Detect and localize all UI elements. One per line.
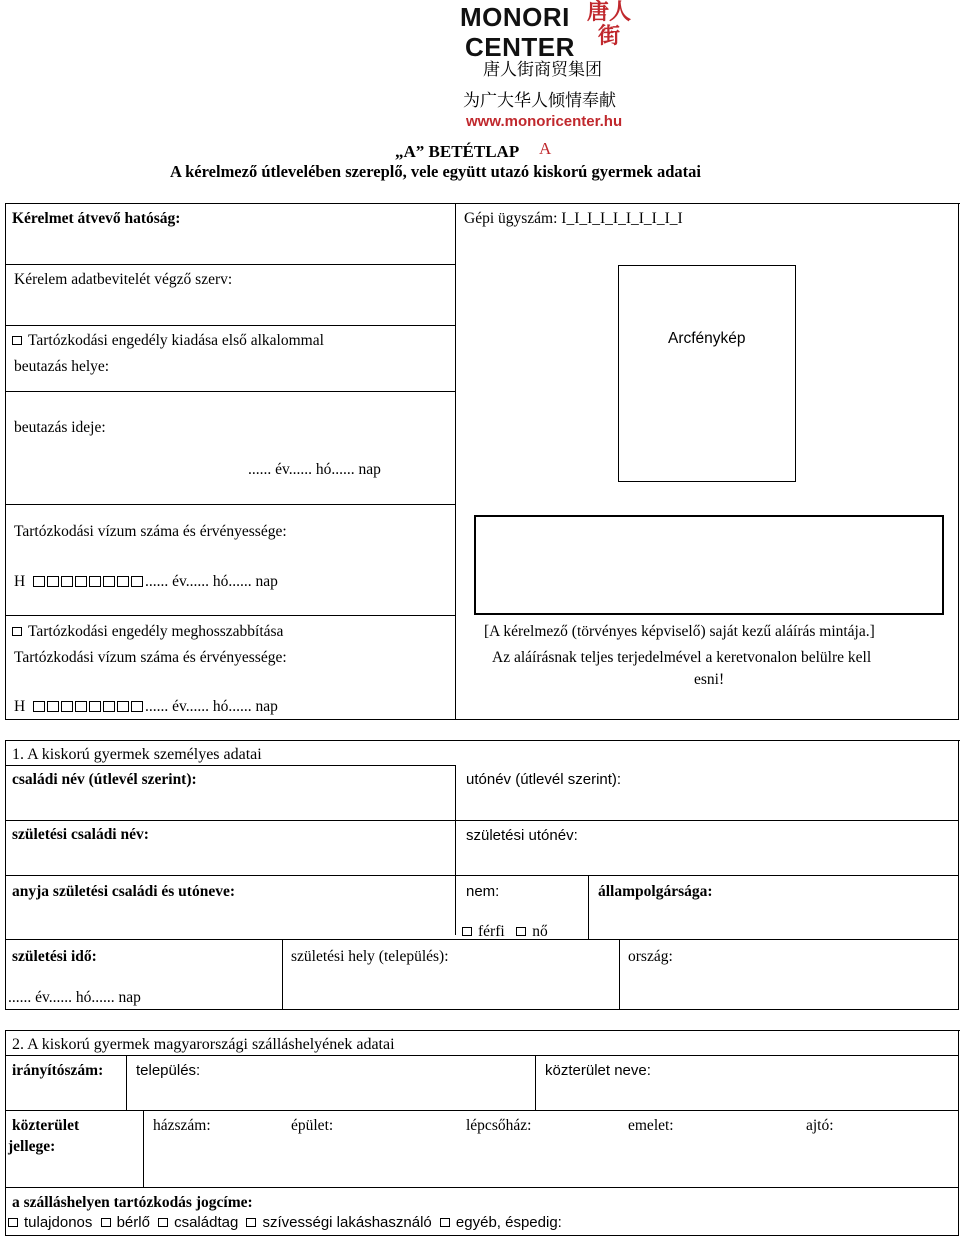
mother-name-label: anyja születési családi és utóneve: [12, 883, 236, 900]
entry-time-label: beutazás ideje: [14, 419, 106, 436]
visa-label: Tartózkodási vízum száma és érvényessége: [14, 523, 287, 540]
family-name-label: családi név (útlevél szerint): [12, 771, 197, 788]
visa-number-field-2[interactable] [14, 697, 278, 716]
tenant-checkbox[interactable] [101, 1218, 111, 1227]
first-permit-label: Tartózkodási engedély kiadása első alkalommal [28, 332, 324, 349]
logo-cn-line1: 唐人街商贸集团 [483, 60, 602, 79]
option-family-member: családtag [174, 1214, 239, 1231]
option-other: egyéb, éspedig: [455, 1214, 562, 1231]
logo-name-line1: MONORI [460, 2, 570, 32]
title-mark: A [539, 139, 552, 158]
female-checkbox[interactable] [516, 927, 526, 936]
entry-place-label: beutazás helye: [14, 358, 110, 375]
legal-title-options [8, 1213, 562, 1232]
given-name-label: utónév (útlevél szerint): [466, 771, 622, 788]
photo-label: Arcfénykép [668, 330, 746, 347]
birth-place-label: születési hely (település): [291, 948, 449, 965]
staircase-label: lépcsőház: [466, 1117, 532, 1134]
house-number-label: házszám: [153, 1117, 211, 1134]
logo-url: www.monoricenter.hu [466, 113, 623, 130]
page-subtitle: A kérelmező útlevelében szereplő, vele együtt utazó kiskorú gyermek adatai [170, 162, 701, 181]
extension-option[interactable] [12, 622, 283, 641]
sex-options [462, 922, 548, 941]
floor-label: emelet: [628, 1117, 674, 1134]
other-checkbox[interactable] [440, 1218, 450, 1227]
signature-box[interactable] [474, 515, 944, 615]
door-label: ajtó: [806, 1117, 834, 1134]
visa-label-2: Tartózkodási vízum száma és érvényessége: [14, 649, 287, 666]
signature-caption-1: [A kérelmező (törvényes képviselő) saját kezű aláírás mintája.] [484, 623, 875, 640]
logo-cn-line2: 为广大华人倾情奉献 [463, 91, 616, 110]
option-favor-use: szívességi lakáshasználó [262, 1214, 432, 1231]
checkbox-icon[interactable] [12, 336, 22, 345]
logo-glyph-icon: 唐人街 [586, 0, 631, 48]
section2-heading: 2. A kiskorú gyermek magyarországi szálláshelyének adatai [12, 1036, 395, 1053]
birth-date-field[interactable]: ...... év...... hó...... nap [8, 989, 141, 1006]
country-label: ország: [628, 948, 673, 965]
street-name-label: közterület neve: [545, 1062, 651, 1079]
option-tenant: bérlő [116, 1214, 150, 1231]
settlement-label: település: [136, 1062, 201, 1079]
receiving-authority-label: Kérelmet átvevő hatóság: [12, 210, 181, 227]
favor-use-checkbox[interactable] [246, 1218, 256, 1227]
extension-label: Tartózkodási engedély meghosszabbítása [28, 623, 284, 640]
signature-caption-3: esni! [694, 671, 725, 688]
street-type-label-2: jellege: [8, 1138, 56, 1155]
case-number-field[interactable]: Gépi ügyszám: I_I_I_I_I_I_I_I_I_I [464, 210, 683, 227]
visa-date: ...... év...... hó...... nap [144, 573, 278, 590]
female-label: nő [532, 923, 548, 940]
visa-prefix: H [14, 573, 26, 590]
option-owner: tulajdonos [24, 1214, 93, 1231]
first-permit-option[interactable] [12, 331, 324, 350]
sex-label: nem: [466, 883, 500, 900]
logo-name-line2: CENTER [465, 32, 575, 62]
signature-caption-2: Az aláírásnak teljes terjedelmével a keretvonalon belülre kell [492, 649, 872, 666]
zip-label: irányítószám: [12, 1062, 104, 1079]
visa-number-field[interactable] [14, 572, 278, 591]
nationality-label: állampolgársága: [598, 883, 713, 900]
data-entry-label: Kérelem adatbevitelét végző szerv: [14, 271, 233, 288]
birth-date-label: születési idő: [12, 948, 97, 965]
owner-checkbox[interactable] [8, 1218, 18, 1227]
entry-date-field[interactable]: ...... év...... hó...... nap [248, 461, 381, 478]
street-type-label-1: közterület [12, 1117, 80, 1134]
section1-heading: 1. A kiskorú gyermek személyes adatai [12, 746, 262, 763]
visa-prefix-2: H [14, 698, 26, 715]
legal-title-label: a szálláshelyen tartózkodás jogcíme: [12, 1194, 253, 1211]
male-checkbox[interactable] [462, 927, 472, 936]
birth-family-name-label: születési családi név: [12, 826, 149, 843]
checkbox-icon[interactable] [12, 627, 22, 636]
family-member-checkbox[interactable] [158, 1218, 168, 1227]
birth-given-name-label: születési utónév: [466, 827, 578, 844]
photo-box[interactable] [618, 265, 796, 482]
male-label: férfi [478, 923, 505, 940]
visa-date-2: ...... év...... hó...... nap [144, 698, 278, 715]
page-title: „A” BETÉTLAP [395, 142, 520, 161]
building-label: épület: [291, 1117, 334, 1134]
